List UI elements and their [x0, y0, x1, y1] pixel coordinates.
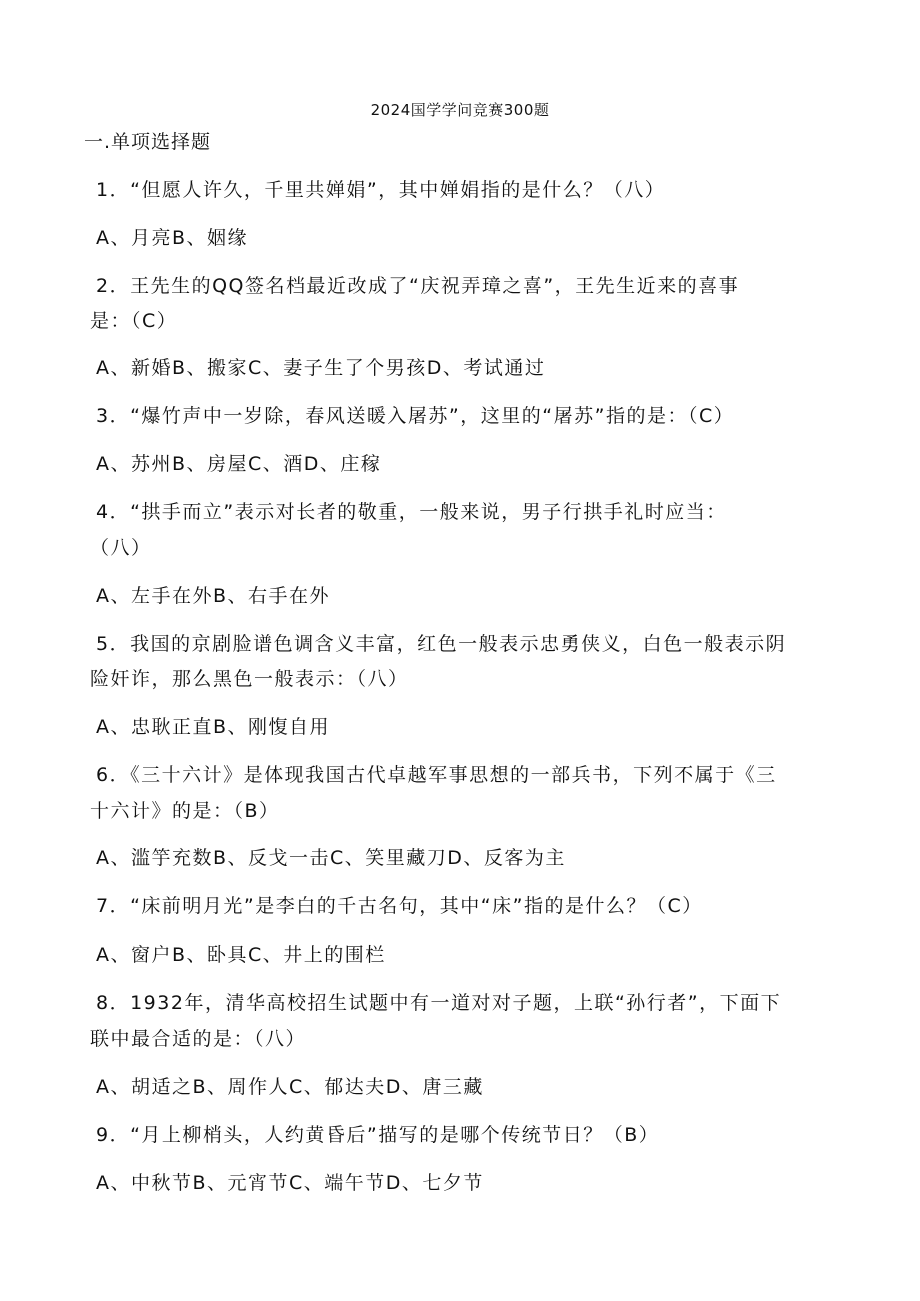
- question-5-continued: 险奸诈，那么黑色一般表示：（八）: [90, 668, 409, 690]
- question-2-options: A、新婚B、搬家C、妻子生了个男孩D、考试通过: [96, 357, 546, 379]
- question-3: 3．“爆竹声中一岁除，春风送暖入屠苏”，这里的“屠苏”指的是：（C）: [96, 405, 735, 427]
- document-title: 2024国学学问竞赛300题: [370, 101, 550, 119]
- question-6-continued: 十六计》的是：（B）: [90, 800, 280, 822]
- section-heading: 一.单项选择题: [84, 131, 212, 153]
- question-6-options: A、滥竽充数B、反戈一击C、笑里藏刀D、反客为主: [96, 847, 566, 869]
- question-6: 6．《三十六计》是体现我国古代卓越军事思想的一部兵书，下列不属于《三: [96, 764, 777, 786]
- question-8-options: A、胡适之B、周作人C、郁达夫D、唐三藏: [96, 1076, 484, 1098]
- question-8-continued: 联中最合适的是：（八）: [90, 1028, 307, 1050]
- question-7-options: A、窗户B、卧具C、井上的围栏: [96, 944, 386, 966]
- question-4-options: A、左手在外B、右手在外: [96, 585, 331, 607]
- question-3-options: A、苏州B、房屋C、酒D、庄稼: [96, 453, 382, 475]
- question-8: 8．1932年，清华高校招生试题中有一道对对子题，上联“孙行者”，下面下: [96, 992, 782, 1014]
- question-2: 2．王先生的QQ签名档最近改成了“庆祝弄璋之喜”，王先生近来的喜事: [96, 275, 740, 297]
- question-2-continued: 是：（C）: [90, 310, 178, 332]
- question-4: 4．“拱手而立”表示对长者的敬重，一般来说，男子行拱手礼时应当：: [96, 501, 727, 523]
- question-1: 1．“但愿人许久，千里共婵娟”，其中婵娟指的是什么？（八）: [96, 179, 666, 201]
- question-7: 7．“床前明月光”是李白的千古名句，其中“床”指的是什么？（C）: [96, 895, 703, 917]
- question-5: 5．我国的京剧脸谱色调含义丰富，红色一般表示忠勇侠义，白色一般表示阴: [96, 633, 787, 655]
- question-9-options: A、中秋节B、元宵节C、端午节D、七夕节: [96, 1172, 484, 1194]
- question-1-options: A、月亮B、姻缘: [96, 227, 249, 249]
- question-9: 9．“月上柳梢头，人约黄昏后”描写的是哪个传统节日？（B）: [96, 1124, 660, 1146]
- question-5-options: A、忠耿正直B、刚愎自用: [96, 716, 331, 738]
- question-4-continued: （八）: [90, 537, 152, 559]
